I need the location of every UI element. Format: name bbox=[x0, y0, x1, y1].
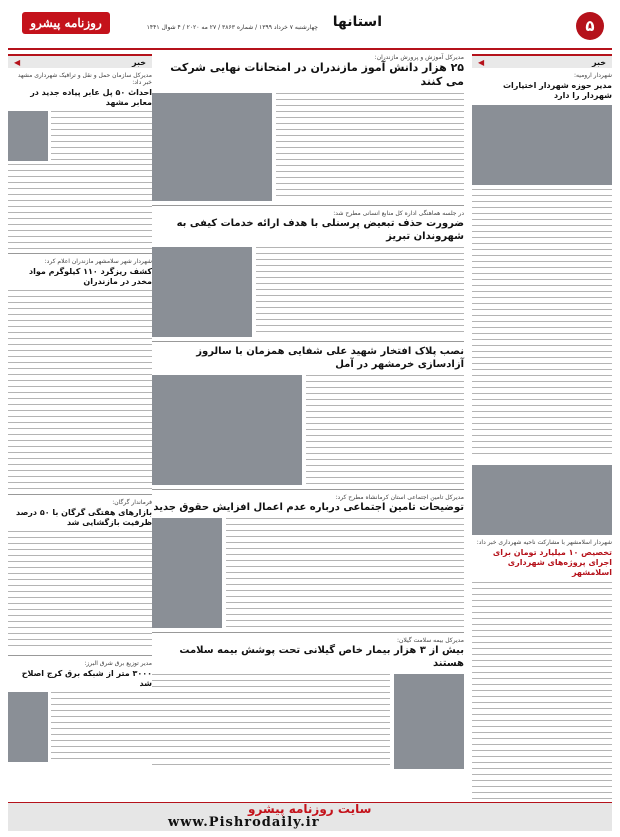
right-headline[interactable]: مدیر حوزه شهردار اختیارات شهردار را دارد bbox=[502, 81, 612, 100]
left-story1-body bbox=[8, 111, 152, 161]
left-kicker-3: فرماندار گرگان: bbox=[112, 499, 152, 506]
mid-story4-body bbox=[152, 518, 464, 628]
mid-story2-kicker: در جلسه هماهنگی اداره کل منابع انسانی مطرح شد: bbox=[333, 210, 464, 217]
right-photo-2 bbox=[472, 465, 612, 535]
mid-story3-photo bbox=[152, 375, 302, 485]
middle-column bbox=[152, 54, 464, 801]
mid-story4-kicker: مدیرکل تامین اجتماعی استان کرمانشاه مطرح کرد: bbox=[335, 494, 464, 501]
separator bbox=[8, 253, 152, 254]
mid-story1-body bbox=[152, 93, 464, 201]
page-number: ۵ bbox=[576, 12, 604, 40]
newspaper-logo[interactable]: روزنامه پیشرو bbox=[22, 12, 110, 34]
mid-story1-photo bbox=[152, 93, 272, 201]
left-story1-body-2 bbox=[8, 164, 152, 249]
mid-story5-text bbox=[152, 674, 390, 769]
left-kicker-2: شهردار شهر سلامشهر مازندران اعلام کرد: bbox=[44, 258, 152, 265]
right-story2-kicker: شهردار اسلامشهر با مشارکت ناحیه شهرداری خبر داد: bbox=[476, 539, 612, 546]
right-photo bbox=[472, 105, 612, 185]
mid-story2-headline[interactable]: ضرورت حذف تبعیض پرسنلی با هدف ارائه خدمات کیفی به شهروندان تبریز bbox=[176, 218, 464, 242]
mid-story1-kicker: مدیرکل آموزش و پرورش مازندران: bbox=[374, 54, 464, 61]
arrow-icon: ◀ bbox=[478, 57, 485, 67]
mid-story4-headline[interactable]: توضیحات تامین اجتماعی درباره عدم اعمال افزایش حقوق جدید bbox=[153, 502, 464, 513]
mid-story5-body bbox=[152, 674, 464, 769]
left-story4-body bbox=[8, 692, 152, 762]
mid-story5-headline[interactable]: بیش از ۳ هزار بیمار خاص گیلانی تحت پوشش بیمه سلامت هستند bbox=[179, 645, 464, 669]
footer-banner bbox=[8, 802, 612, 831]
separator bbox=[8, 494, 152, 495]
left-story4-text bbox=[51, 692, 152, 762]
left-kicker-4: مدیر توزیع برق شرق البرز: bbox=[84, 660, 152, 667]
mid-story4-photo bbox=[152, 518, 222, 628]
right-body-text bbox=[472, 189, 612, 459]
right-story2-body bbox=[472, 582, 612, 832]
left-column bbox=[8, 54, 152, 801]
mid-story1-text bbox=[276, 93, 464, 201]
mid-story5-photo bbox=[394, 674, 464, 769]
site-url[interactable]: www.Pishrodaily.ir bbox=[168, 815, 320, 830]
left-story3-body bbox=[8, 531, 152, 651]
left-story2-body bbox=[8, 290, 152, 490]
mid-story2-photo bbox=[152, 247, 252, 337]
right-story2-headline[interactable]: تخصیص ۱۰ میلیارد تومان برای اجرای پروژه‌های شهرداری اسلامشهر bbox=[492, 548, 612, 577]
left-headline-3[interactable]: بازارهای هفتگی گرگان با ۵۰ درصد ظرفیت بازگشایی شد bbox=[15, 508, 152, 527]
separator bbox=[8, 655, 152, 656]
left-story1-photo bbox=[8, 111, 48, 161]
left-tab bbox=[8, 54, 152, 68]
left-headline-4[interactable]: ۳۰۰۰ متر از شبکه برق کرج اصلاح شد bbox=[21, 669, 152, 688]
section-title: استانها bbox=[332, 14, 382, 30]
left-headline-2[interactable]: کشف ریزگرد ۱۱۰ کیلوگرم مواد مخدر در مازندران bbox=[29, 267, 152, 286]
right-kicker: شهردار ارومیه: bbox=[574, 72, 612, 79]
masthead bbox=[8, 8, 612, 50]
separator bbox=[152, 341, 464, 342]
separator bbox=[152, 632, 464, 633]
site-name: سایت روزنامه پیشرو bbox=[248, 802, 372, 816]
mid-story3-text bbox=[306, 375, 464, 485]
left-headline-1[interactable]: احداث ۵۰ پل عابر پیاده جدید در معابر مشهد bbox=[30, 88, 152, 107]
mid-story5-kicker: مدیرکل بیمه سلامت گیلان: bbox=[396, 637, 464, 644]
mid-story2-text bbox=[256, 247, 464, 337]
left-kicker-1: مدیرکل سازمان حمل و نقل و ترافیک شهرداری مشهد خبر داد: bbox=[17, 72, 152, 86]
separator bbox=[152, 489, 464, 490]
right-tab-label: خبر bbox=[591, 57, 606, 67]
date-line: چهارشنبه ۷ خرداد ۱۳۹۹ / شماره ۳۸۶۳ / ۲۷ مه ۲۰۲۰ / ۴ شوال ۱۴۴۱ bbox=[146, 24, 318, 31]
left-story1-text bbox=[51, 111, 152, 161]
mid-story4-text bbox=[226, 518, 464, 628]
arrow-icon: ◀ bbox=[14, 57, 21, 67]
mid-story3-headline[interactable]: نصب پلاک افتخار شهید علی شفایی همزمان با سالروز آزادسازی خرمشهر در آمل bbox=[196, 346, 464, 370]
mid-story3-body bbox=[152, 375, 464, 485]
right-tab bbox=[472, 54, 612, 68]
right-column bbox=[472, 54, 612, 801]
left-tab-label: خبر bbox=[131, 57, 146, 67]
left-story4-photo bbox=[8, 692, 48, 762]
mid-story2-body bbox=[152, 247, 464, 337]
separator bbox=[152, 205, 464, 206]
mid-story1-headline[interactable]: ۲۵ هزار دانش آموز مازندران در امتحانات نهایی شرکت می کنند bbox=[170, 61, 464, 88]
